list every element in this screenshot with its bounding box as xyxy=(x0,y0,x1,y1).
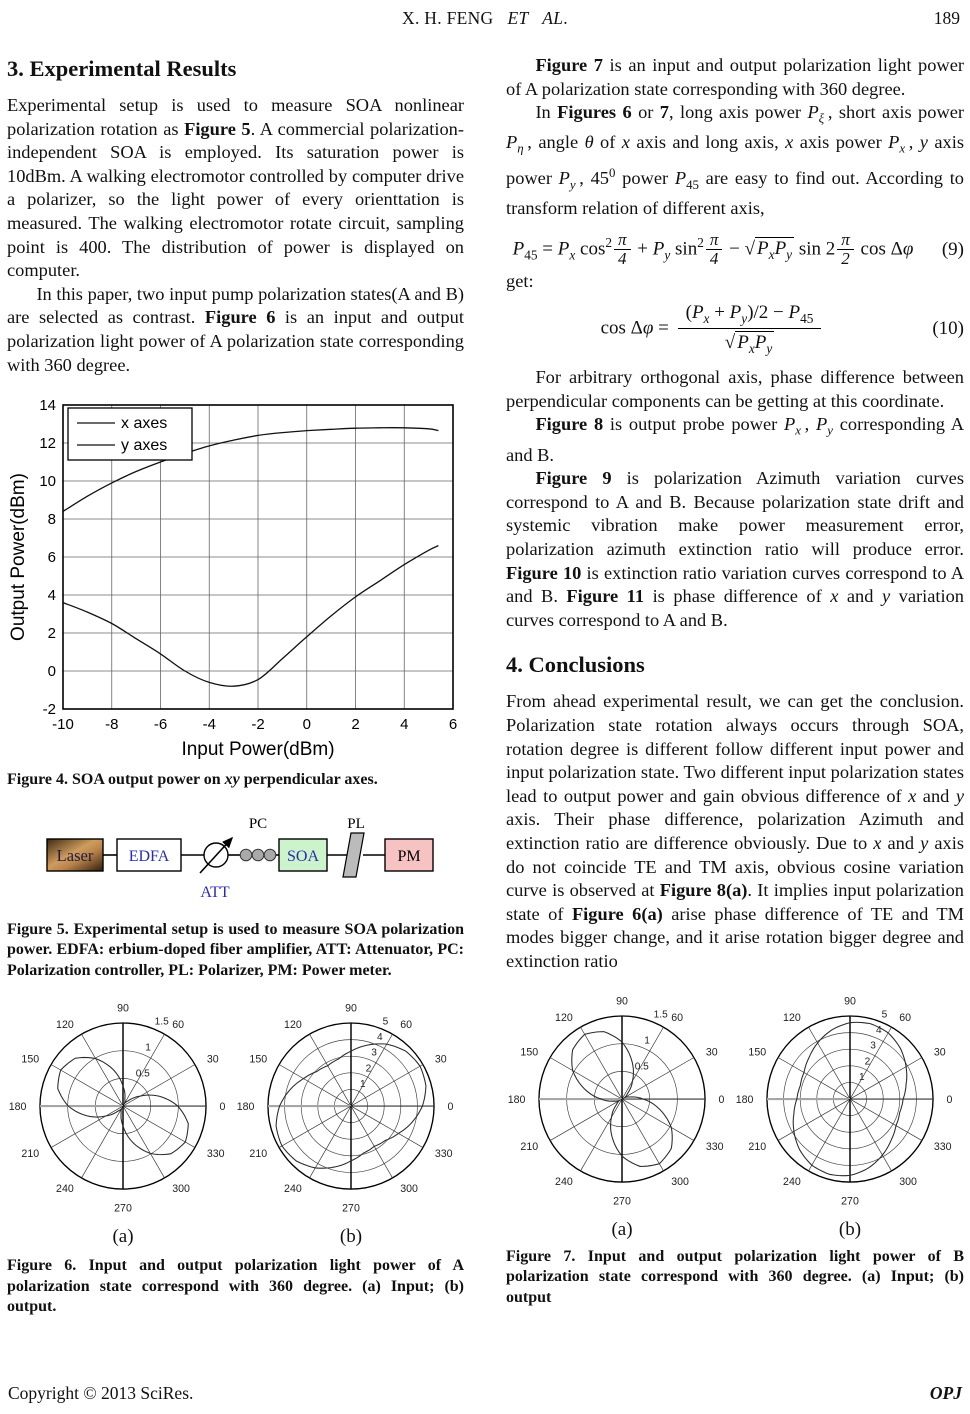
figure5-container xyxy=(7,813,464,910)
polar-angle-label: 180 xyxy=(9,1101,27,1114)
figure6b-polar-chart xyxy=(237,995,465,1219)
pm-label: PM xyxy=(397,847,421,865)
polar-radius-label: 1 xyxy=(359,1079,366,1091)
pc-loop-icon xyxy=(252,849,264,861)
polar-spoke xyxy=(309,1106,351,1178)
polar-angle-label: 270 xyxy=(841,1194,859,1207)
x-tick-label: -4 xyxy=(202,716,216,734)
pc-loop-icon xyxy=(264,849,276,861)
running-title: X. H. FENG ET AL. xyxy=(402,8,568,28)
polar-angle-label: 240 xyxy=(783,1175,801,1188)
polar-radius-label: 1 xyxy=(644,1035,650,1047)
pc-label: PC xyxy=(248,815,268,832)
polar-radius-label: 1 xyxy=(858,1071,865,1083)
polar-radius-label: 3 xyxy=(870,1040,876,1052)
polar-radius-label: 2 xyxy=(365,1063,372,1075)
polar-spoke xyxy=(309,1034,351,1106)
polar-spoke xyxy=(81,1034,123,1106)
legend-entry-label: x axes xyxy=(121,415,168,433)
polar-angle-label: 300 xyxy=(172,1182,190,1195)
polar-angle-label: 300 xyxy=(899,1175,917,1188)
polar-angle-label: 90 xyxy=(117,1002,129,1015)
series-y-axes xyxy=(63,546,438,687)
figure6a-cell xyxy=(9,995,237,1248)
figure4-container xyxy=(7,393,464,766)
y-tick-label: 12 xyxy=(39,435,56,453)
polar-radius-label: 4 xyxy=(376,1032,383,1044)
polar-angle-label: 60 xyxy=(400,1019,413,1032)
edfa-label: EDFA xyxy=(128,847,170,865)
polar-angle-label: 210 xyxy=(249,1148,268,1161)
polar-spoke xyxy=(123,1106,195,1148)
polar-angle-label: 60 xyxy=(899,1011,912,1024)
paragraph: In this paper, two input pump polarization states(A and B) are selected as contrast. Figure 6 is an input and output polarization light power of A polarization state corresponding with 360 degree. xyxy=(7,283,464,375)
polar-spoke xyxy=(850,1099,892,1171)
figure6b-sublabel: (b) xyxy=(339,1226,363,1248)
polar-radius-label: 3 xyxy=(371,1047,377,1059)
y-tick-label: 6 xyxy=(47,549,56,567)
figure7a-cell xyxy=(508,988,736,1241)
section-4-heading: 4. Conclusions xyxy=(506,652,645,678)
polar-angle-label: 150 xyxy=(520,1046,539,1059)
polar-angle-label: 60 xyxy=(671,1011,684,1024)
polar-spoke xyxy=(279,1065,351,1107)
polar-spoke xyxy=(850,1099,922,1141)
polar-angle-label: 150 xyxy=(748,1046,767,1059)
paragraph: Figure 7 is an input and output polarization light power of A polarization state corresponding with 360 degree. xyxy=(506,55,964,99)
y-tick-label: -2 xyxy=(42,701,56,719)
polar-radius-label: 0.5 xyxy=(135,1068,150,1080)
polar-spoke xyxy=(123,1106,165,1178)
polar-radius-label: 0.5 xyxy=(634,1061,649,1073)
polar-angle-label: 300 xyxy=(400,1182,418,1195)
x-tick-label: 4 xyxy=(400,716,409,734)
polar-angle-label: 270 xyxy=(613,1194,631,1207)
pc-loop-icon xyxy=(240,849,252,861)
pl-label: PL xyxy=(347,815,365,832)
paragraph: Figure 8 is output probe power $P_x$ , $P_y$ corresponding A and B. xyxy=(506,414,964,465)
polar-angle-label: 180 xyxy=(508,1093,526,1106)
figure7b-polar-chart xyxy=(736,988,964,1212)
polar-angle-label: 240 xyxy=(56,1182,74,1195)
polar-angle-label: 270 xyxy=(114,1202,132,1215)
figure6-container xyxy=(7,995,464,1248)
polar-angle-label: 300 xyxy=(671,1175,689,1188)
att-label: ATT xyxy=(200,883,230,901)
polar-angle-label: 120 xyxy=(555,1011,573,1024)
polar-angle-label: 30 xyxy=(933,1046,946,1059)
figure6b-cell xyxy=(237,995,465,1248)
left-column xyxy=(7,54,464,1318)
y-tick-label: 4 xyxy=(47,587,56,605)
polar-angle-label: 330 xyxy=(434,1148,453,1161)
figure4-line-chart xyxy=(7,393,461,761)
polar-spoke xyxy=(580,1099,622,1171)
copyright-notice: Copyright © 2013 SciRes. xyxy=(8,1383,194,1403)
polar-angle-label: 60 xyxy=(172,1019,185,1032)
laser-label: Laser xyxy=(56,845,94,865)
polar-angle-label: 330 xyxy=(933,1140,952,1153)
legend-entry-label: y axes xyxy=(121,437,168,455)
figure5-caption: Figure 5. Experimental setup is used to measure SOA polarization power. EDFA: erbium-doped fiber amplifier, ATT: Attenuator, PC: Polarization controller, PL: Polarizer, PM: Power meter. xyxy=(7,920,464,979)
x-tick-label: -6 xyxy=(153,716,168,734)
polar-radius-label: 1 xyxy=(145,1042,151,1054)
figure5-setup-diagram xyxy=(7,813,459,905)
polar-angle-label: 180 xyxy=(736,1093,754,1106)
equation-10-body: cos Δφ = $(P_x + P_y)/2 - P_{45}$ √ $P_xP_y$ xyxy=(506,302,920,356)
polar-spoke xyxy=(51,1065,123,1107)
polar-angle-label: 0 xyxy=(219,1101,226,1114)
x-tick-label: 6 xyxy=(448,716,458,734)
polar-spoke xyxy=(351,1034,393,1106)
y-axis-label: Output Power(dBm) xyxy=(8,473,29,642)
equation-9 xyxy=(506,231,964,269)
polar-angle-label: 30 xyxy=(206,1053,219,1066)
polar-grid xyxy=(9,1003,226,1215)
y-tick-label: 8 xyxy=(47,511,56,529)
polar-spoke xyxy=(850,1024,892,1099)
polar-angle-label: 90 xyxy=(345,1002,357,1015)
polar-spoke xyxy=(123,1065,195,1107)
polar-radius-label: 1.5 xyxy=(154,1016,169,1028)
polar-angle-label: 0 xyxy=(447,1101,454,1114)
polar-angle-label: 210 xyxy=(748,1140,767,1153)
polar-angle-label: 30 xyxy=(705,1046,718,1059)
figure7b-sublabel: (b) xyxy=(838,1218,862,1240)
soa-label: SOA xyxy=(286,847,320,865)
polar-angle-label: 330 xyxy=(206,1148,225,1161)
polar-spoke xyxy=(778,1099,850,1141)
paragraph: Experimental setup is used to measure SOA nonlinear polarization rotation as Figure 5. A commercial polarization-independent SOA is employed. Its saturation power is 10dBm. A walking electromotor controlled by computer drive a polarizer, so the light power of every orienttation is measured. The walking electromotor rotate circuit, sampling point is 400. The distribution of power is displayed on computer. xyxy=(7,95,464,281)
y-tick-label: 2 xyxy=(47,625,56,643)
paragraph: From ahead experimental result, we can get the conclusion. Polarization state rotation always occurs through SOA, rotation degree is different follow different input power and input polarization state. Two different input polarization states lead to output power and gain obvious difference of x and y axis. Their phase difference, polarization Azimuth and extinction ratio are difference obviously. Due to x and y axis do not coincide TE and TM axis, obvious cosine variation curve is observed at Figure 8(a). It implies input polarization state of Figure 6(a) arise phase difference of TE and TM modes bigger change, and it arise rotation bigger degree and extinction ratio xyxy=(506,691,965,971)
equation-9-number: (9) xyxy=(941,238,964,260)
legend xyxy=(68,408,192,460)
paragraph: For arbitrary orthogonal axis, phase difference between perpendicular components can be getting at this coordinate. xyxy=(506,367,964,411)
polar-angle-label: 330 xyxy=(705,1140,724,1153)
figure7a-sublabel: (a) xyxy=(611,1218,633,1240)
polar-spoke xyxy=(778,1057,850,1099)
polar-angle-label: 240 xyxy=(555,1175,573,1188)
polar-angle-label: 90 xyxy=(844,994,856,1007)
right-column xyxy=(506,54,964,1308)
polar-radius-label: 4 xyxy=(875,1024,882,1036)
polar-spoke xyxy=(279,1106,351,1148)
polar-radius-label: 1.5 xyxy=(653,1009,668,1021)
figure7b-cell xyxy=(736,988,964,1241)
x-axis-label: Input Power(dBm) xyxy=(181,739,335,761)
paragraph: Figure 9 is polarization Azimuth variation curves correspond to A and B. Because polarization state drift and systemic vibration make power measurement error, polarization azimuth extinction ratio will produce error. Figure 10 is extinction ratio variation curves correspond to A and B. Figure 11 is phase difference of x and y variation curves correspond to A and B. xyxy=(506,468,964,630)
x-tick-label: -2 xyxy=(251,716,265,734)
polar-angle-label: 120 xyxy=(284,1019,302,1032)
section-3-heading: 3. Experimental Results xyxy=(7,56,237,81)
polar-angle-label: 210 xyxy=(520,1140,539,1153)
polar-angle-label: 120 xyxy=(783,1011,801,1024)
polar-angle-label: 150 xyxy=(249,1053,268,1066)
polar-radius-label: 5 xyxy=(881,1009,888,1021)
polar-spoke xyxy=(351,1106,423,1148)
x-tick-label: -8 xyxy=(105,716,119,734)
polar-angle-label: 0 xyxy=(946,1093,953,1106)
page-number: 189 xyxy=(933,8,960,28)
get-label: get: xyxy=(506,271,534,292)
polar-angle-label: 270 xyxy=(342,1202,360,1215)
y-tick-label: 14 xyxy=(39,397,56,415)
figure6a-sublabel: (a) xyxy=(112,1226,134,1248)
figure7-caption: Figure 7. Input and output polarization light power of B polarization state correspond with 360 degree. (a) Input; (b) output xyxy=(506,1247,964,1306)
polar-spoke xyxy=(808,1027,850,1099)
figure6-caption: Figure 6. Input and output polarization light power of A polarization state correspond with 360 degree. (a) Input; (b) output. xyxy=(7,1257,464,1316)
polar-spoke xyxy=(351,1106,393,1178)
polar-spoke xyxy=(51,1106,123,1148)
polar-radius-label: 5 xyxy=(382,1016,389,1028)
y-tick-label: 0 xyxy=(47,663,56,681)
figure4-caption: Figure 4. SOA output power on xy perpendicular axes. xyxy=(7,771,378,789)
figure7-container xyxy=(506,988,964,1241)
equation-10 xyxy=(506,302,964,356)
polar-angle-label: 210 xyxy=(21,1148,40,1161)
polar-spoke xyxy=(550,1057,622,1099)
x-tick-label: 2 xyxy=(351,716,360,734)
polar-angle-label: 150 xyxy=(21,1053,40,1066)
journal-abbreviation: OPJ xyxy=(929,1383,962,1403)
paragraph: In Figures 6 or 7, long axis power $P_\xi$ , short axis power $P_\eta$ , angle θ of x axis and long axis, x axis power $P_x$ , y axis power $P_y$ , $45^0$ power $P_{45}$ are easy to find out. According to transform relation of different axis, xyxy=(506,102,965,219)
polar-angle-label: 120 xyxy=(56,1019,74,1032)
equation-10-number: (10) xyxy=(932,318,964,340)
polar-angle-label: 240 xyxy=(284,1182,302,1195)
figure6a-polar-chart xyxy=(9,995,237,1219)
x-tick-label: -10 xyxy=(52,716,74,734)
polar-spoke xyxy=(622,1099,694,1141)
equation-9-body: $P_{45} = P_x$ $\cos^2$ $\frac{\pi}{4}$ + $P_y$ $\sin^2$ $\frac{\pi}{4}$ − √ $P_xP_y$ sin 2 $\frac{\pi}{2}$ cos Δφ xyxy=(512,229,914,269)
figure7a-polar-chart xyxy=(508,988,736,1212)
polar-angle-label: 30 xyxy=(434,1053,447,1066)
polar-radius-label: 2 xyxy=(864,1055,871,1067)
polar-angle-label: 180 xyxy=(237,1101,255,1114)
polar-angle-label: 0 xyxy=(718,1093,725,1106)
x-tick-label: 0 xyxy=(302,716,311,734)
y-tick-label: 10 xyxy=(39,473,56,491)
polar-angle-label: 90 xyxy=(616,994,628,1007)
polar-spoke xyxy=(808,1099,850,1171)
